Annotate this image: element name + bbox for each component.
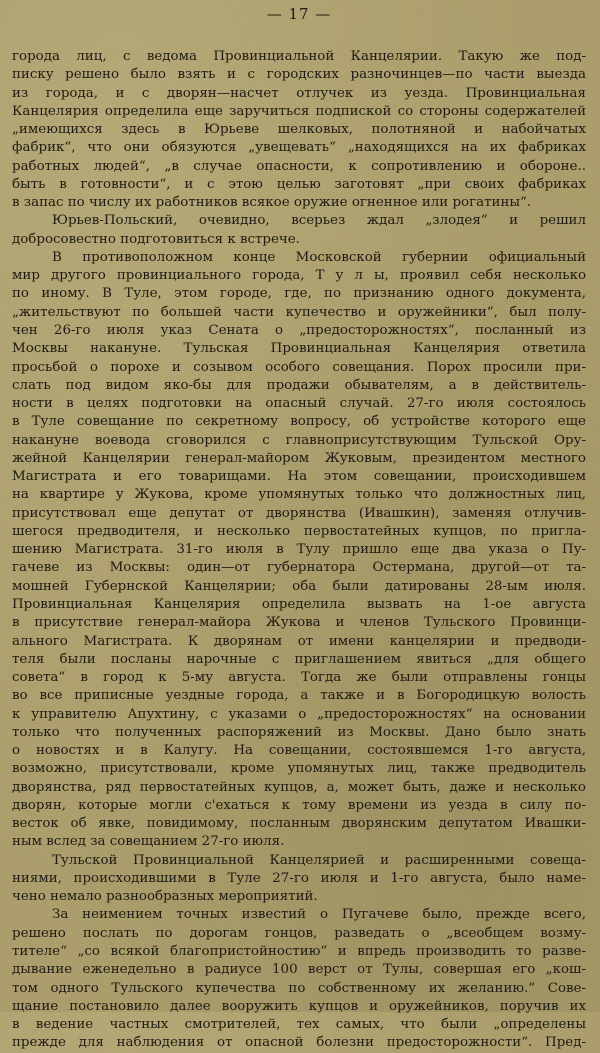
text-line: дворянства, ряд первостатейных купцов, а, может быть, даже и несколько — [12, 779, 586, 795]
text-line: присутствовал еще депутат от дворянства (Ивашкин), заменяя отлучив- — [12, 505, 586, 521]
text-line: дворян, которые могли с'ехаться к тому времени из уезда в силу по- — [12, 797, 586, 813]
text-line: мир другого провинциального города, Т у л ы, проявил себя несколько — [12, 268, 586, 284]
text-line: возможно, присутствовали, кроме упомянутых лиц, также предводитель — [12, 761, 586, 777]
text-line: ального Магистрата. К дворянам от имени канцелярии и предводи- — [12, 633, 586, 649]
text-line: „имеющихся здесь в Юрьеве шелковых, полотняной и набойчатых — [12, 122, 586, 138]
text-line: о новостях и в Калугу. На совещании, состоявшемся 1-го августа, — [12, 743, 586, 759]
text-line: тителе“ „со всякой благопристойностию“ и впредь производить то разве- — [12, 944, 586, 960]
body-text — [12, 48, 586, 1053]
text-line: добросовестно подготовиться к встрече. — [12, 231, 300, 247]
text-line: из города, и с дворян—насчет отлучек из уезда. Провинциальная — [12, 85, 586, 101]
text-line: дывание еженедельно в радиусе 100 верст от Тулы, совершая его „кош- — [12, 962, 586, 978]
text-line: города лиц, с ведома Провинциальной Канцелярии. Такую же под- — [12, 49, 586, 64]
text-line: быть в готовности“, и с этою целью заготовят „при своих фабриках — [12, 176, 586, 192]
text-line: во все приписные уездные города, а также и в Богородицкую волость — [12, 688, 586, 704]
text-line: Тульской Провинциальной Канцелярией и расширенными совеща- — [52, 852, 586, 868]
text-line: Магистрата и его товарищами. На этом совещании, происходившем — [12, 469, 586, 485]
text-line: решено послать по дорогам гонцов, разведать о „всеобщем возму- — [12, 925, 586, 941]
text-line: к управителю Апухтину, с указами о „предосторожностях“ на основании — [12, 706, 586, 722]
text-line: шегося предводителя, и несколько первостатейных купцов, по пригла- — [12, 523, 586, 539]
text-line: в Туле совещание по секретному вопросу, об устройстве которого еще — [12, 414, 586, 430]
text-line: За неимением точных известий о Пугачеве было, прежде всего, — [52, 907, 586, 923]
text-line: жейной Канцелярии генерал-майором Жуковым, президентом местного — [12, 450, 586, 466]
text-line: фабрик“, что они обязуются „увещевать“ „находящихся на их фабриках — [12, 140, 586, 156]
text-line: теля были посланы нарочные с приглашением явиться „для общего — [12, 651, 586, 667]
text-line: просьбой о порохе и созывом особого совещания. Порох просили при- — [12, 359, 586, 375]
text-line: шению Магистрата. 31-го июля в Тулу пришло еще два указа о Пу- — [12, 542, 586, 558]
text-line: Москвы накануне. Тульская Провинциальная Канцелярия ответила — [12, 341, 586, 357]
text-line: том одного Тульского купечества по собственному их желанию.“ Сове- — [12, 980, 586, 996]
text-line: в присутствие генерал-майора Жукова и членов Тульского Провинци- — [12, 615, 586, 631]
text-line: Провинциальная Канцелярия определила вызвать на 1-ое августа — [12, 596, 586, 612]
text-line: на квартире у Жукова, кроме упомянутых только что должностных лиц, — [12, 487, 586, 503]
text-line: „жительствуют по большей части купечество и оружейники“, был полу- — [12, 304, 586, 320]
text-line: работных людей“, „в случае опасности, к сопротивлению и обороне.. — [12, 158, 586, 174]
text-line: накануне воевода сговорился с главноприсутствующим Тульской Ору- — [12, 432, 586, 448]
text-line: В противоположном конце Московской губернии официальный — [52, 249, 586, 265]
text-line: Юрьев-Польский, очевидно, всерьез ждал „злодея“ и решил — [52, 213, 586, 229]
text-line: мошней Губернской Канцелярии; оба были датированы 28-ым июля. — [12, 578, 586, 594]
text-line: только что полученных распоряжений из Москвы. Дано было знать — [12, 724, 586, 740]
text-line: писку решено было взять и с городских разночинцев—по части выезда — [12, 67, 586, 83]
page-number: — 17 — — [266, 5, 332, 23]
text-line: в запас по числу их работников всякое оружие огненное или рогатины“. — [12, 195, 532, 211]
text-line: Канцелярия определила еще заручиться подпиской со стороны содержателей — [12, 103, 586, 119]
text-line: чен 26-го июля указ Сената о „предосторожностях“, посланный из — [12, 322, 586, 338]
text-line: слать под видом яко-бы для продажи обывателям, а в действитель- — [12, 377, 586, 393]
text-line: прежде для наблюдения от опасной болезни предосторожности“. Пред- — [12, 1035, 586, 1051]
text-line: ным вслед за совещанием 27-го июля. — [12, 834, 285, 850]
text-line: гачеве из Москвы: один—от губернатора Остермана, другой—от та- — [12, 560, 586, 576]
text-line: совета“ в город к 5-му августа. Тогда же были отправлены гонцы — [12, 670, 586, 686]
text-line: щание постановило далее вооружить купцов и оружейников, поручив их — [12, 998, 586, 1014]
text-line: по иному. В Туле, этом городе, где, по признанию одного документа, — [12, 286, 586, 302]
text-line: в ведение частных смотрителей, тех самых, что были „определены — [12, 1017, 586, 1033]
text-line: весток об явке, повидимому, посланным дворянским депутатом Ивашки- — [12, 816, 586, 832]
text-line: ности в целях подготовки на опасный случай. 27-го июля состоялось — [12, 396, 586, 412]
text-line: ниями, происходившими в Туле 27-го июля и 1-го августа, было наме- — [12, 870, 586, 886]
text-line: чено немало разнообразных мероприятий. — [12, 889, 318, 905]
